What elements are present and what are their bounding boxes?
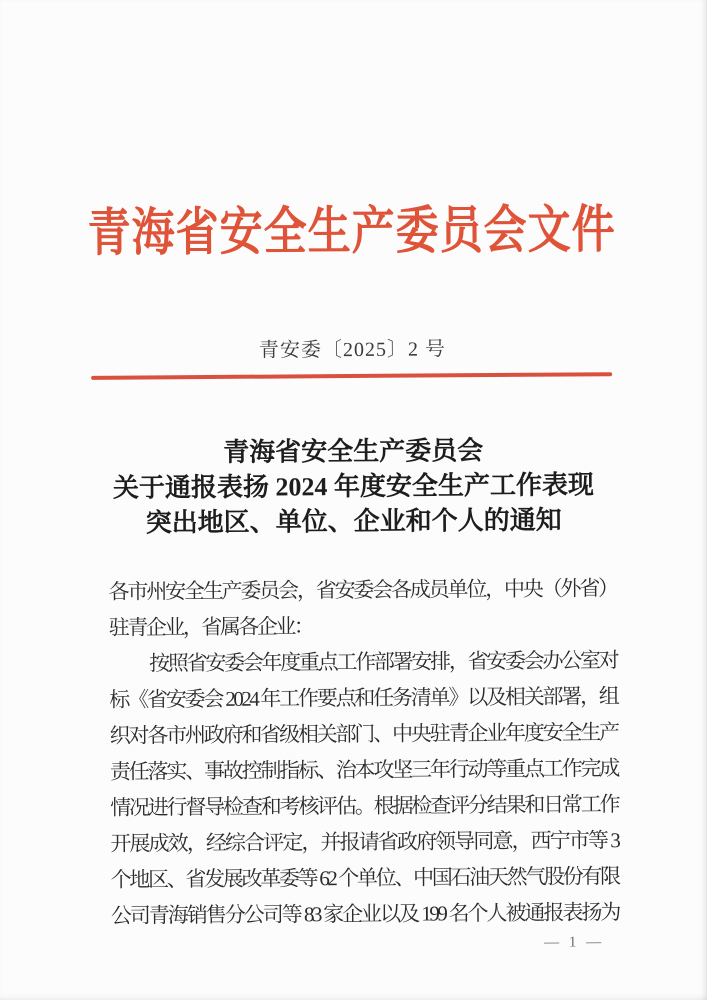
document-number: 青安委〔2025〕2 号 [258,338,447,362]
body-line: 个地区、省发展改革委等 62 个单位、中国石油天然气股份有限 [110,864,619,892]
document-title-line-2: 关于通报表扬 2024 年度安全生产工作表现 [112,470,595,503]
body-line: 各市州安全生产委员会，省安委会各成员单位，中央（外省） [108,576,617,604]
body-line: 开展成效，经综合评定，并报请省政府领导同意，西宁市等 3 [110,828,619,856]
body-text [109,570,620,934]
body-line: 责任落实、事故控制指标、治本攻坚三年行动等重点工作完成 [109,756,618,784]
body-line: 公司青海销售分公司等 83 家企业以及 199 名个人被通报表扬为 [110,900,619,928]
body-line: 织对各市州政府和省级相关部门、中央驻青企业年度安全生产 [109,720,618,748]
document-header-title: 青海省安全生产委员会文件 [87,202,616,263]
red-divider-line [91,372,612,379]
page-number: — 1 — [544,934,605,951]
body-line: 驻青企业，省属各企业： [108,614,313,640]
document-title [0,432,707,542]
body-line: 按照省安委会年度重点工作部署安排，省安委会办公室对 [149,648,618,676]
document-title-line-3: 突出地区、单位、企业和个人的通知 [145,505,562,538]
body-line: 情况进行督导检查和考核评估。根据检查评分结果和日常工作 [110,792,619,820]
body-line: 标《省安委会 2024 年工作要点和任务清单》以及相关部署，组 [109,684,618,712]
document-title-line-1: 青海省安全生产委员会 [223,436,484,467]
